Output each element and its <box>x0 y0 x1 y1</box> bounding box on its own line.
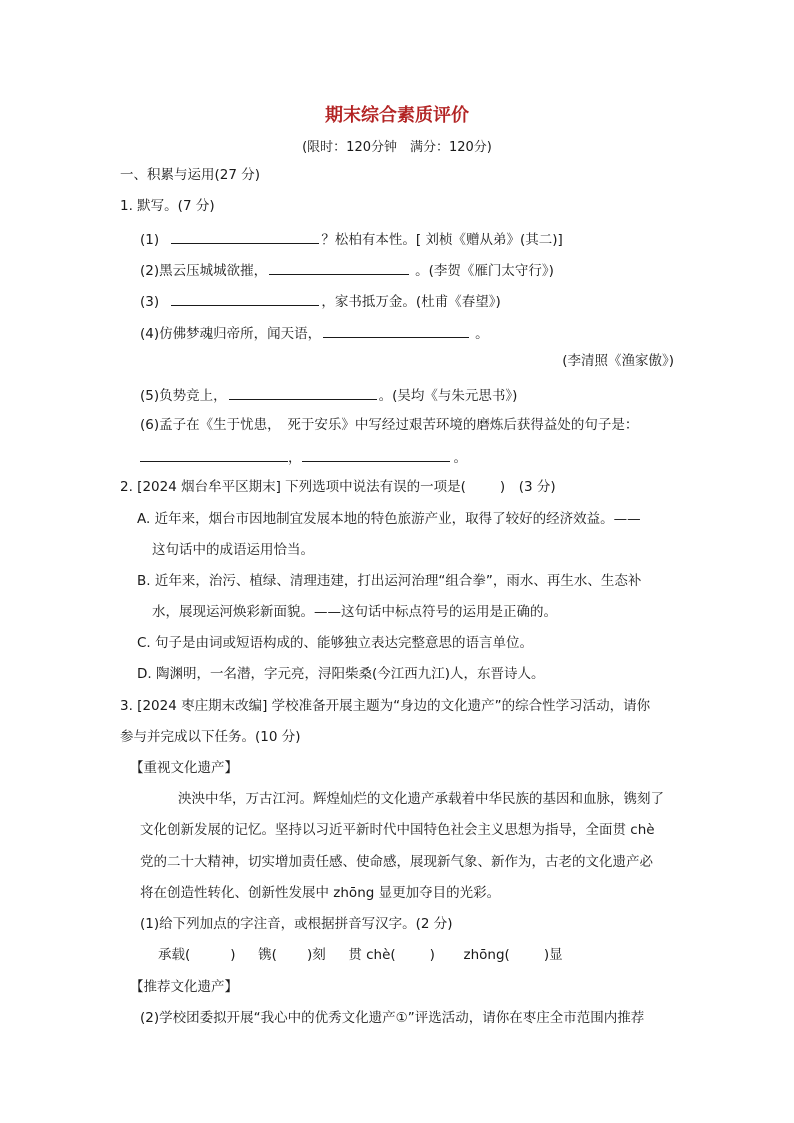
q1-item-1-post: ？松柏有本性。[ 刘桢《赠从弟》(其二)] <box>321 232 563 248</box>
q2-stem-text: 2. [2024 烟台牟平区期末] 下列选项中说法有误的一项是( <box>120 479 466 495</box>
q3-stem: 3. [2024 枣庄期末改编] 学校准备开展主题为“身边的文化遗产”的综合性学习活动，请你 <box>120 698 651 714</box>
q2-option-a: A. 近年来，烟台市因地制宜发展本地的特色旅游产业，取得了较好的经济效益。—— <box>137 511 641 527</box>
q1-stem: 1. 默写。(7 分) <box>120 198 215 214</box>
section-heading: 一、积累与运用(27 分) <box>120 167 261 183</box>
q2-option-d: D. 陶渊明，一名潜，字元亮，浔阳柴桑(今江西九江)人，东晋诗人。 <box>137 666 545 682</box>
q1-item-4 <box>140 323 489 343</box>
q1-item-6-mid: ， <box>288 450 302 466</box>
answer-blank[interactable] <box>171 229 319 244</box>
q1-item-3-post: ，家书抵万金。(杜甫《春望》) <box>321 294 501 310</box>
q3-section-heading: 【重视文化遗产】 <box>130 760 238 776</box>
q2-option-c: C. 句子是由词或短语构成的、能够独立表达完整意思的语言单位。 <box>137 635 534 651</box>
q2-option-b: B. 近年来，治污、植绿、清理违建，打出运河治理“组合拳”，雨水、再生水、生态补 <box>137 573 642 589</box>
q3-word-row <box>158 946 563 964</box>
paren-close: )显 <box>543 947 563 963</box>
answer-blank[interactable] <box>140 447 288 462</box>
q3-sub-question-1: (1)给下列加点的字注音，或根据拼音写汉字。(2 分) <box>140 916 453 932</box>
answer-blank[interactable] <box>171 291 319 306</box>
q2-option-b-cont: 水，展现运河焕彩新面貌。——这句话中标点符号的运用是正确的。 <box>152 604 557 620</box>
q1-item-4-pre: (4)仿佛梦魂归帝所，闻天语， <box>140 326 322 342</box>
q2-stem-end: ) (3 分) <box>499 479 556 495</box>
q1-item-5 <box>140 385 517 405</box>
q1-item-2 <box>140 260 554 280</box>
q3-passage-line: 将在创造性转化、创新性发展中 zhōng 显更加夺目的光彩。 <box>140 885 501 901</box>
page-subtitle: (限时：120分钟 满分：120分) <box>302 140 492 155</box>
answer-blank[interactable] <box>302 447 450 462</box>
q3-sub-question-2: (2)学校团委拟开展“我心中的优秀文化遗产①”评选活动，请你在枣庄全市范围内推荐 <box>140 1010 645 1026</box>
page-title: 期末综合素质评价 <box>325 105 469 126</box>
q1-item-3 <box>140 291 501 311</box>
word-zhong: zhōng( <box>463 947 510 963</box>
q3-passage-line: 泱泱中华，万古江河。辉煌灿烂的文化遗产承载着中华民族的基因和血脉，镌刻了 <box>178 791 664 807</box>
q1-item-6: (6)孟子在《生于忧患， 死于安乐》中写经过艰苦环境的磨炼后获得益处的句子是： <box>140 417 639 433</box>
q1-item-5-post: 。(吴均《与朱元思书》) <box>378 388 518 404</box>
q1-item-3-pre: (3) <box>140 294 160 310</box>
q1-item-1-pre: (1) <box>140 232 160 248</box>
answer-blank[interactable] <box>269 260 409 275</box>
answer-blank[interactable] <box>229 385 377 400</box>
word-juan: 镌( <box>258 947 277 963</box>
q1-item-4-post: 。 <box>475 326 489 342</box>
q3-stem-cont: 参与并完成以下任务。(10 分) <box>120 729 301 745</box>
q3-section-heading: 【推荐文化遗产】 <box>130 979 238 995</box>
q1-item-2-post: 。(李贺《雁门太守行》) <box>415 263 554 279</box>
q1-item-4-source: (李清照《渔家傲》) <box>562 353 674 369</box>
word-che: 贯 chè( <box>348 947 396 963</box>
q2-option-a-cont: 这句话中的成语运用恰当。 <box>152 542 314 558</box>
q1-item-6-end: 。 <box>453 450 467 466</box>
word-chengzai: 承载( <box>158 947 191 963</box>
paren-close: ) <box>230 947 236 963</box>
answer-blank[interactable] <box>323 323 469 338</box>
q1-item-6-answer <box>140 447 467 467</box>
paren-close: )刻 <box>306 947 326 963</box>
q2-stem <box>120 478 556 496</box>
paren-close: ) <box>429 947 435 963</box>
q3-passage-line: 党的二十大精神，切实增加责任感、使命感，展现新气象、新作为，古老的文化遗产必 <box>140 854 653 870</box>
q3-passage-line: 文化创新发展的记忆。坚持以习近平新时代中国特色社会主义思想为指导，全面贯 chè <box>140 822 655 838</box>
q1-item-2-pre: (2)黑云压城城欲摧， <box>140 263 268 279</box>
q1-item-5-pre: (5)负势竞上， <box>140 388 227 404</box>
q1-item-1 <box>140 229 563 249</box>
